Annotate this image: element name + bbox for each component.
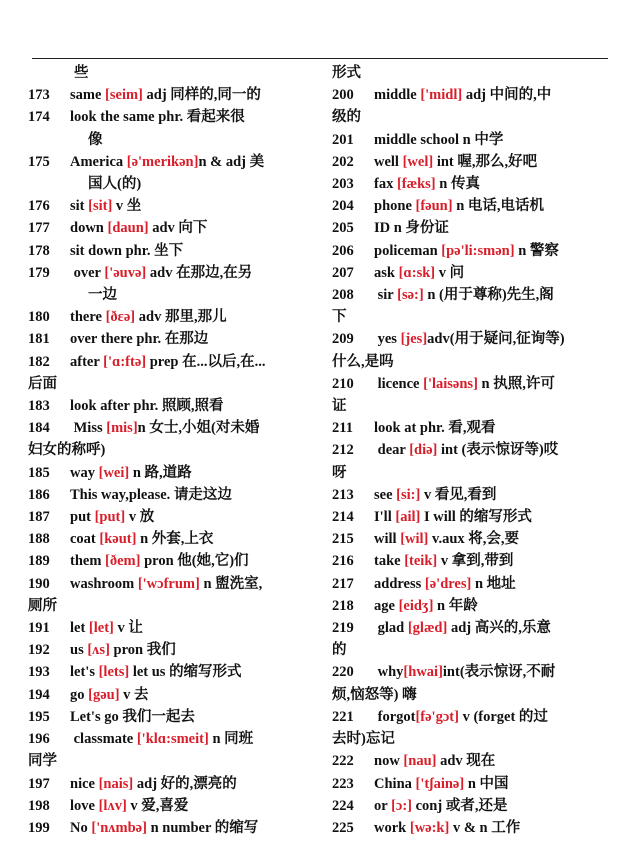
entry-definition: 请走这边 bbox=[170, 486, 232, 503]
vocab-entry bbox=[28, 795, 310, 817]
entry-number: 206 bbox=[332, 242, 354, 259]
entry-number: 195 bbox=[28, 708, 50, 725]
continuation-text: 些 bbox=[74, 65, 89, 81]
vocab-entry bbox=[332, 773, 610, 795]
entry-number: 217 bbox=[332, 575, 354, 592]
phonetic-transcription: [eidʒ] bbox=[398, 597, 434, 614]
entry-word: ask bbox=[374, 264, 399, 281]
entry-definition: n 执照,许可 bbox=[477, 375, 555, 392]
entry-number: 175 bbox=[28, 153, 50, 170]
entry-number: 184 bbox=[28, 420, 50, 437]
entry-definition: phr. 在那边 bbox=[132, 331, 209, 348]
entry-number: 215 bbox=[332, 531, 354, 548]
entry-word: work bbox=[374, 819, 410, 836]
entry-definition: adv 向下 bbox=[148, 220, 208, 237]
entry-word: middle school bbox=[374, 131, 459, 148]
entry-word: America bbox=[70, 153, 127, 170]
entry-word: well bbox=[374, 153, 403, 170]
vocab-entry bbox=[332, 129, 610, 151]
phonetic-transcription: ['tʃainə] bbox=[415, 775, 465, 792]
entry-word: glad bbox=[374, 620, 408, 637]
definition-continuation: 级的 bbox=[332, 109, 361, 126]
vocab-entry bbox=[332, 284, 610, 328]
entry-word: now bbox=[374, 753, 404, 770]
entry-word: coat bbox=[70, 531, 100, 548]
entry-number: 193 bbox=[28, 664, 50, 681]
phonetic-transcription: [wei] bbox=[98, 464, 130, 481]
definition-continuation: 妇女的称呼) bbox=[28, 442, 106, 459]
entry-number: 200 bbox=[332, 87, 354, 104]
entry-word: see bbox=[374, 486, 397, 503]
entry-number: 214 bbox=[332, 509, 354, 526]
entry-definition: adj 好的,漂亮的 bbox=[133, 775, 237, 792]
phonetic-transcription: [ɔ:] bbox=[391, 797, 412, 814]
phonetic-transcription: [teik] bbox=[404, 553, 438, 570]
entry-definition: n 地址 bbox=[471, 575, 516, 592]
vocab-entry bbox=[332, 484, 610, 506]
vocab-entry bbox=[332, 173, 610, 195]
definition-continuation: 的 bbox=[332, 642, 347, 659]
vocab-entry bbox=[28, 462, 310, 484]
vocab-entry bbox=[28, 639, 310, 661]
entry-definition: adj 同样的,同一的 bbox=[142, 87, 261, 104]
entry-number: 179 bbox=[28, 264, 50, 281]
vocab-entry bbox=[28, 306, 310, 328]
entry-definition: adj 中间的,中 bbox=[462, 87, 552, 104]
right-column bbox=[332, 62, 610, 839]
entry-definition: adv 那里,那儿 bbox=[135, 309, 227, 326]
phonetic-transcription: [diə] bbox=[409, 442, 438, 459]
entry-number: 197 bbox=[28, 775, 50, 792]
entry-word: there bbox=[70, 309, 106, 326]
entry-definition: n 盥洗室, bbox=[199, 575, 263, 592]
phonetic-transcription: [ðem] bbox=[105, 553, 141, 570]
entry-definition: 我们一起去 bbox=[118, 708, 195, 725]
definition-continuation: 像 bbox=[88, 131, 103, 148]
phonetic-transcription: [gəu] bbox=[88, 686, 120, 703]
entry-definition: n 女士,小姐(对未婚 bbox=[137, 420, 260, 437]
phonetic-transcription: [ə'dres] bbox=[424, 575, 472, 592]
vocab-entry bbox=[332, 817, 610, 839]
entry-word: after bbox=[70, 353, 104, 370]
phonetic-transcription: [mis] bbox=[106, 420, 138, 437]
entry-definition: n 年龄 bbox=[433, 597, 478, 614]
entry-word: let bbox=[70, 620, 89, 637]
entry-number: 191 bbox=[28, 620, 50, 637]
entry-word: same bbox=[70, 87, 106, 104]
top-rule bbox=[32, 58, 608, 59]
vocab-entry bbox=[332, 217, 610, 239]
entry-definition: adv 在那边,在另 bbox=[146, 264, 253, 281]
vocab-entry bbox=[332, 151, 610, 173]
entry-definition: int(表示惊讶,不耐 bbox=[442, 664, 556, 681]
vocab-entry bbox=[28, 84, 310, 106]
phonetic-transcription: ['ɑ:ftə] bbox=[103, 353, 147, 370]
entry-definition: v 拿到,带到 bbox=[437, 553, 514, 570]
vocab-entry bbox=[28, 484, 310, 506]
entry-number: 225 bbox=[332, 819, 354, 836]
phonetic-transcription: [daun] bbox=[107, 220, 149, 237]
entry-number: 212 bbox=[332, 442, 354, 459]
phonetic-transcription: [sə:] bbox=[397, 287, 424, 304]
phonetic-transcription: ['nʌmbə] bbox=[91, 819, 147, 836]
entry-definition: phr. 坐下 bbox=[121, 242, 184, 259]
entry-number: 203 bbox=[332, 176, 354, 193]
entry-word: over bbox=[70, 264, 105, 281]
definition-continuation: 什么,是吗 bbox=[332, 353, 394, 370]
entry-number: 187 bbox=[28, 509, 50, 526]
vocab-entry bbox=[332, 795, 610, 817]
phonetic-transcription: [wel] bbox=[402, 153, 434, 170]
entry-word: why bbox=[374, 664, 404, 681]
definition-continuation: 下 bbox=[332, 309, 347, 326]
entry-definition: let us 的缩写形式 bbox=[129, 664, 242, 681]
entry-number: 189 bbox=[28, 553, 50, 570]
entry-definition: v (forget 的过 bbox=[458, 708, 548, 725]
entry-word: nice bbox=[70, 775, 99, 792]
entry-number: 219 bbox=[332, 620, 354, 637]
vocab-entry bbox=[28, 395, 310, 417]
phonetic-transcription: ['klɑ:smeit] bbox=[136, 731, 209, 748]
entry-definition: adv 现在 bbox=[436, 753, 496, 770]
vocab-entry bbox=[28, 550, 310, 572]
entry-number: 211 bbox=[332, 420, 353, 437]
entry-number: 210 bbox=[332, 375, 354, 392]
entry-number: 224 bbox=[332, 797, 354, 814]
entry-word: middle bbox=[374, 87, 421, 104]
entry-definition: n 中学 bbox=[459, 131, 504, 148]
entry-word: This way,please. bbox=[70, 486, 171, 503]
entry-number: 218 bbox=[332, 597, 354, 614]
entry-definition: phr. 照顾,照看 bbox=[129, 398, 224, 415]
vocab-entry bbox=[28, 617, 310, 639]
vocab-entry bbox=[28, 506, 310, 528]
entry-word: take bbox=[374, 553, 405, 570]
phonetic-transcription: [ðεə] bbox=[105, 309, 136, 326]
vocab-entry bbox=[28, 728, 310, 772]
phonetic-transcription: [hwai] bbox=[403, 664, 443, 681]
phonetic-transcription: [sit] bbox=[88, 198, 113, 215]
entry-word: No bbox=[70, 819, 92, 836]
phonetic-transcription: [lets] bbox=[98, 664, 130, 681]
entry-word: let's bbox=[70, 664, 99, 681]
entry-definition: prep 在...以后,在... bbox=[146, 353, 266, 370]
entry-word: look after bbox=[70, 398, 130, 415]
entry-number: 220 bbox=[332, 664, 354, 681]
entry-definition: n 外套,上衣 bbox=[136, 531, 214, 548]
entry-definition: conj 或者,还是 bbox=[411, 797, 508, 814]
entry-definition: v.aux 将,会,要 bbox=[428, 531, 520, 548]
definition-continuation: 去时)忘记 bbox=[332, 731, 395, 748]
entry-word: down bbox=[70, 220, 108, 237]
entry-word: love bbox=[70, 797, 99, 814]
phonetic-transcription: [fəun] bbox=[415, 198, 453, 215]
entry-number: 190 bbox=[28, 575, 50, 592]
entry-number: 196 bbox=[28, 731, 50, 748]
vocab-entry bbox=[28, 684, 310, 706]
entry-definition: adj 高兴的,乐意 bbox=[447, 620, 551, 637]
vocab-entry bbox=[332, 373, 610, 417]
entry-word: sit bbox=[70, 198, 89, 215]
entry-word: look the same bbox=[70, 109, 155, 126]
entry-word: fax bbox=[374, 176, 397, 193]
entry-number: 176 bbox=[28, 198, 50, 215]
entry-definition: int 喔,那么,好吧 bbox=[433, 153, 538, 170]
entry-word: ID n 身份证 bbox=[374, 220, 449, 237]
phonetic-transcription: [kəut] bbox=[99, 531, 137, 548]
entry-word: phone bbox=[374, 198, 416, 215]
entry-number: 216 bbox=[332, 553, 354, 570]
entry-word: look at bbox=[374, 420, 417, 437]
entry-word: sit down bbox=[70, 242, 122, 259]
entry-number: 194 bbox=[28, 686, 50, 703]
entry-number: 208 bbox=[332, 287, 354, 304]
definition-continuation: 厕所 bbox=[28, 597, 57, 614]
entry-definition: v 让 bbox=[113, 620, 143, 637]
entry-definition: pron 他(她,它)们 bbox=[140, 553, 249, 570]
definition-continuation: 烦,恼怒等) 嗨 bbox=[332, 686, 417, 703]
entry-number: 221 bbox=[332, 708, 354, 725]
entry-word: sir bbox=[374, 287, 398, 304]
vocab-entry bbox=[332, 661, 610, 705]
entry-word: I'll bbox=[374, 509, 396, 526]
vocab-entry bbox=[332, 528, 610, 550]
entry-word: address bbox=[374, 575, 425, 592]
phonetic-transcription: [fə'gɔt] bbox=[415, 708, 459, 725]
entry-definition: int (表示惊讶等)哎 bbox=[437, 442, 559, 459]
phonetic-transcription: [jes] bbox=[400, 331, 428, 348]
entry-word: put bbox=[70, 509, 95, 526]
entry-number: 178 bbox=[28, 242, 50, 259]
phonetic-transcription: ['laisəns] bbox=[423, 375, 478, 392]
continuation-text: 形式 bbox=[332, 65, 361, 81]
entry-definition: phr. 看,观看 bbox=[416, 420, 496, 437]
entry-definition: n 警察 bbox=[514, 242, 559, 259]
entry-definition: v 坐 bbox=[112, 198, 142, 215]
entry-word: will bbox=[374, 531, 401, 548]
entry-word: dear bbox=[374, 442, 410, 459]
phonetic-transcription: [si:] bbox=[396, 486, 421, 503]
definition-continuation: 同学 bbox=[28, 753, 57, 770]
entry-word: forgot bbox=[374, 708, 416, 725]
phonetic-transcription: [ə'merikən] bbox=[126, 153, 199, 170]
entry-number: 202 bbox=[332, 153, 354, 170]
entry-word: China bbox=[374, 775, 416, 792]
entry-number: 209 bbox=[332, 331, 354, 348]
entry-definition: v 问 bbox=[435, 264, 465, 281]
phonetic-transcription: [put] bbox=[94, 509, 126, 526]
entry-number: 182 bbox=[28, 353, 50, 370]
vocab-entry bbox=[332, 595, 610, 617]
entry-word: policeman bbox=[374, 242, 442, 259]
entry-word: us bbox=[70, 642, 88, 659]
entry-number: 181 bbox=[28, 331, 50, 348]
vocab-entry bbox=[28, 262, 310, 306]
vocab-entry bbox=[28, 706, 310, 728]
vocab-entry bbox=[28, 528, 310, 550]
vocab-entry bbox=[332, 706, 610, 750]
phonetic-transcription: [pə'li:smən] bbox=[441, 242, 515, 259]
entry-number: 207 bbox=[332, 264, 354, 281]
entry-definition: pron 我们 bbox=[109, 642, 176, 659]
entry-number: 192 bbox=[28, 642, 50, 659]
entry-definition: n (用于尊称)先生,阁 bbox=[423, 287, 554, 304]
entry-definition: v 放 bbox=[125, 509, 155, 526]
vocab-entry bbox=[332, 617, 610, 661]
phonetic-transcription: ['midl] bbox=[420, 87, 463, 104]
vocab-entry bbox=[332, 195, 610, 217]
phonetic-transcription: [glæd] bbox=[407, 620, 448, 637]
vocab-entry bbox=[332, 550, 610, 572]
entry-word: yes bbox=[374, 331, 401, 348]
phonetic-transcription: [ʌs] bbox=[87, 642, 110, 659]
definition-continuation: 后面 bbox=[28, 375, 57, 392]
entry-number: 177 bbox=[28, 220, 50, 237]
entry-number: 180 bbox=[28, 309, 50, 326]
entry-number: 185 bbox=[28, 464, 50, 481]
entry-definition: n 同班 bbox=[208, 731, 254, 748]
vocab-entry bbox=[28, 573, 310, 617]
entry-number: 173 bbox=[28, 87, 50, 104]
entry-definition: n number 的缩写 bbox=[146, 819, 259, 836]
entry-word: washroom bbox=[70, 575, 138, 592]
vocab-entry bbox=[28, 151, 310, 195]
phonetic-transcription: [wil] bbox=[400, 531, 429, 548]
entry-definition: I will 的缩写形式 bbox=[420, 509, 532, 526]
entry-word: them bbox=[70, 553, 106, 570]
left-column bbox=[28, 62, 310, 839]
vocab-entry bbox=[28, 773, 310, 795]
entry-number: 198 bbox=[28, 797, 50, 814]
entry-number: 174 bbox=[28, 109, 50, 126]
definition-continuation: 国人(的) bbox=[88, 176, 142, 193]
entry-word: licence bbox=[374, 375, 424, 392]
entry-word: way bbox=[70, 464, 99, 481]
entry-word: go bbox=[70, 686, 89, 703]
phonetic-transcription: ['wɔfrum] bbox=[137, 575, 200, 592]
definition-continuation: 一边 bbox=[88, 287, 117, 304]
entry-number: 201 bbox=[332, 131, 354, 148]
vocab-entry bbox=[332, 506, 610, 528]
vocab-entry bbox=[332, 573, 610, 595]
entry-definition: phr. 看起来很 bbox=[154, 109, 245, 126]
vocab-entry bbox=[28, 417, 310, 461]
vocab-entry bbox=[332, 240, 610, 262]
entry-number: 213 bbox=[332, 486, 354, 503]
phonetic-transcription: [lʌv] bbox=[98, 797, 127, 814]
vocab-entry bbox=[332, 262, 610, 284]
vocab-entry bbox=[28, 217, 310, 239]
phonetic-transcription: [nais] bbox=[98, 775, 134, 792]
entry-number: 205 bbox=[332, 220, 354, 237]
entry-number: 204 bbox=[332, 198, 354, 215]
vocab-entry bbox=[332, 439, 610, 483]
entry-definition: n & adj 美 bbox=[198, 153, 265, 170]
entry-definition: v 看见,看到 bbox=[420, 486, 497, 503]
entry-definition: n 传真 bbox=[435, 176, 480, 193]
entry-definition: v 爱,喜爱 bbox=[126, 797, 189, 814]
entry-number: 186 bbox=[28, 486, 50, 503]
entry-definition: n 中国 bbox=[464, 775, 509, 792]
entry-number: 188 bbox=[28, 531, 50, 548]
entry-definition: n 路,道路 bbox=[129, 464, 192, 481]
entry-number: 222 bbox=[332, 753, 354, 770]
phonetic-transcription: [seim] bbox=[105, 87, 143, 104]
entry-definition: v 去 bbox=[119, 686, 149, 703]
entry-word: or bbox=[374, 797, 392, 814]
vocab-entry bbox=[332, 750, 610, 772]
phonetic-transcription: [let] bbox=[88, 620, 114, 637]
entry-number: 183 bbox=[28, 398, 50, 415]
vocab-entry bbox=[28, 661, 310, 683]
vocab-entry bbox=[28, 240, 310, 262]
vocab-entry bbox=[332, 417, 610, 439]
entry-word: age bbox=[374, 597, 399, 614]
vocab-entry bbox=[28, 328, 310, 350]
entry-number: 223 bbox=[332, 775, 354, 792]
entry-definition: adv(用于疑问,征询等) bbox=[427, 331, 565, 348]
vocab-entry bbox=[28, 195, 310, 217]
phonetic-transcription: [ail] bbox=[395, 509, 421, 526]
vocab-entry bbox=[332, 84, 610, 128]
phonetic-transcription: [nau] bbox=[403, 753, 437, 770]
entry-definition: v & n 工作 bbox=[449, 819, 521, 836]
entry-word: Miss bbox=[70, 420, 107, 437]
vocab-entry bbox=[28, 351, 310, 395]
entry-word: classmate bbox=[70, 731, 137, 748]
vocab-entry bbox=[28, 106, 310, 150]
definition-continuation: 呀 bbox=[332, 464, 347, 481]
phonetic-transcription: [ɑ:sk] bbox=[398, 264, 436, 281]
phonetic-transcription: ['əuvə] bbox=[104, 264, 147, 281]
entry-word: over there bbox=[70, 331, 133, 348]
entry-definition: n 电话,电话机 bbox=[452, 198, 545, 215]
vocab-entry bbox=[28, 817, 310, 839]
entry-word: Let's go bbox=[70, 708, 119, 725]
phonetic-transcription: [wə:k] bbox=[409, 819, 450, 836]
entry-number: 199 bbox=[28, 819, 50, 836]
vocab-entry bbox=[332, 328, 610, 372]
phonetic-transcription: [fæks] bbox=[396, 176, 436, 193]
definition-continuation: 证 bbox=[332, 398, 347, 415]
